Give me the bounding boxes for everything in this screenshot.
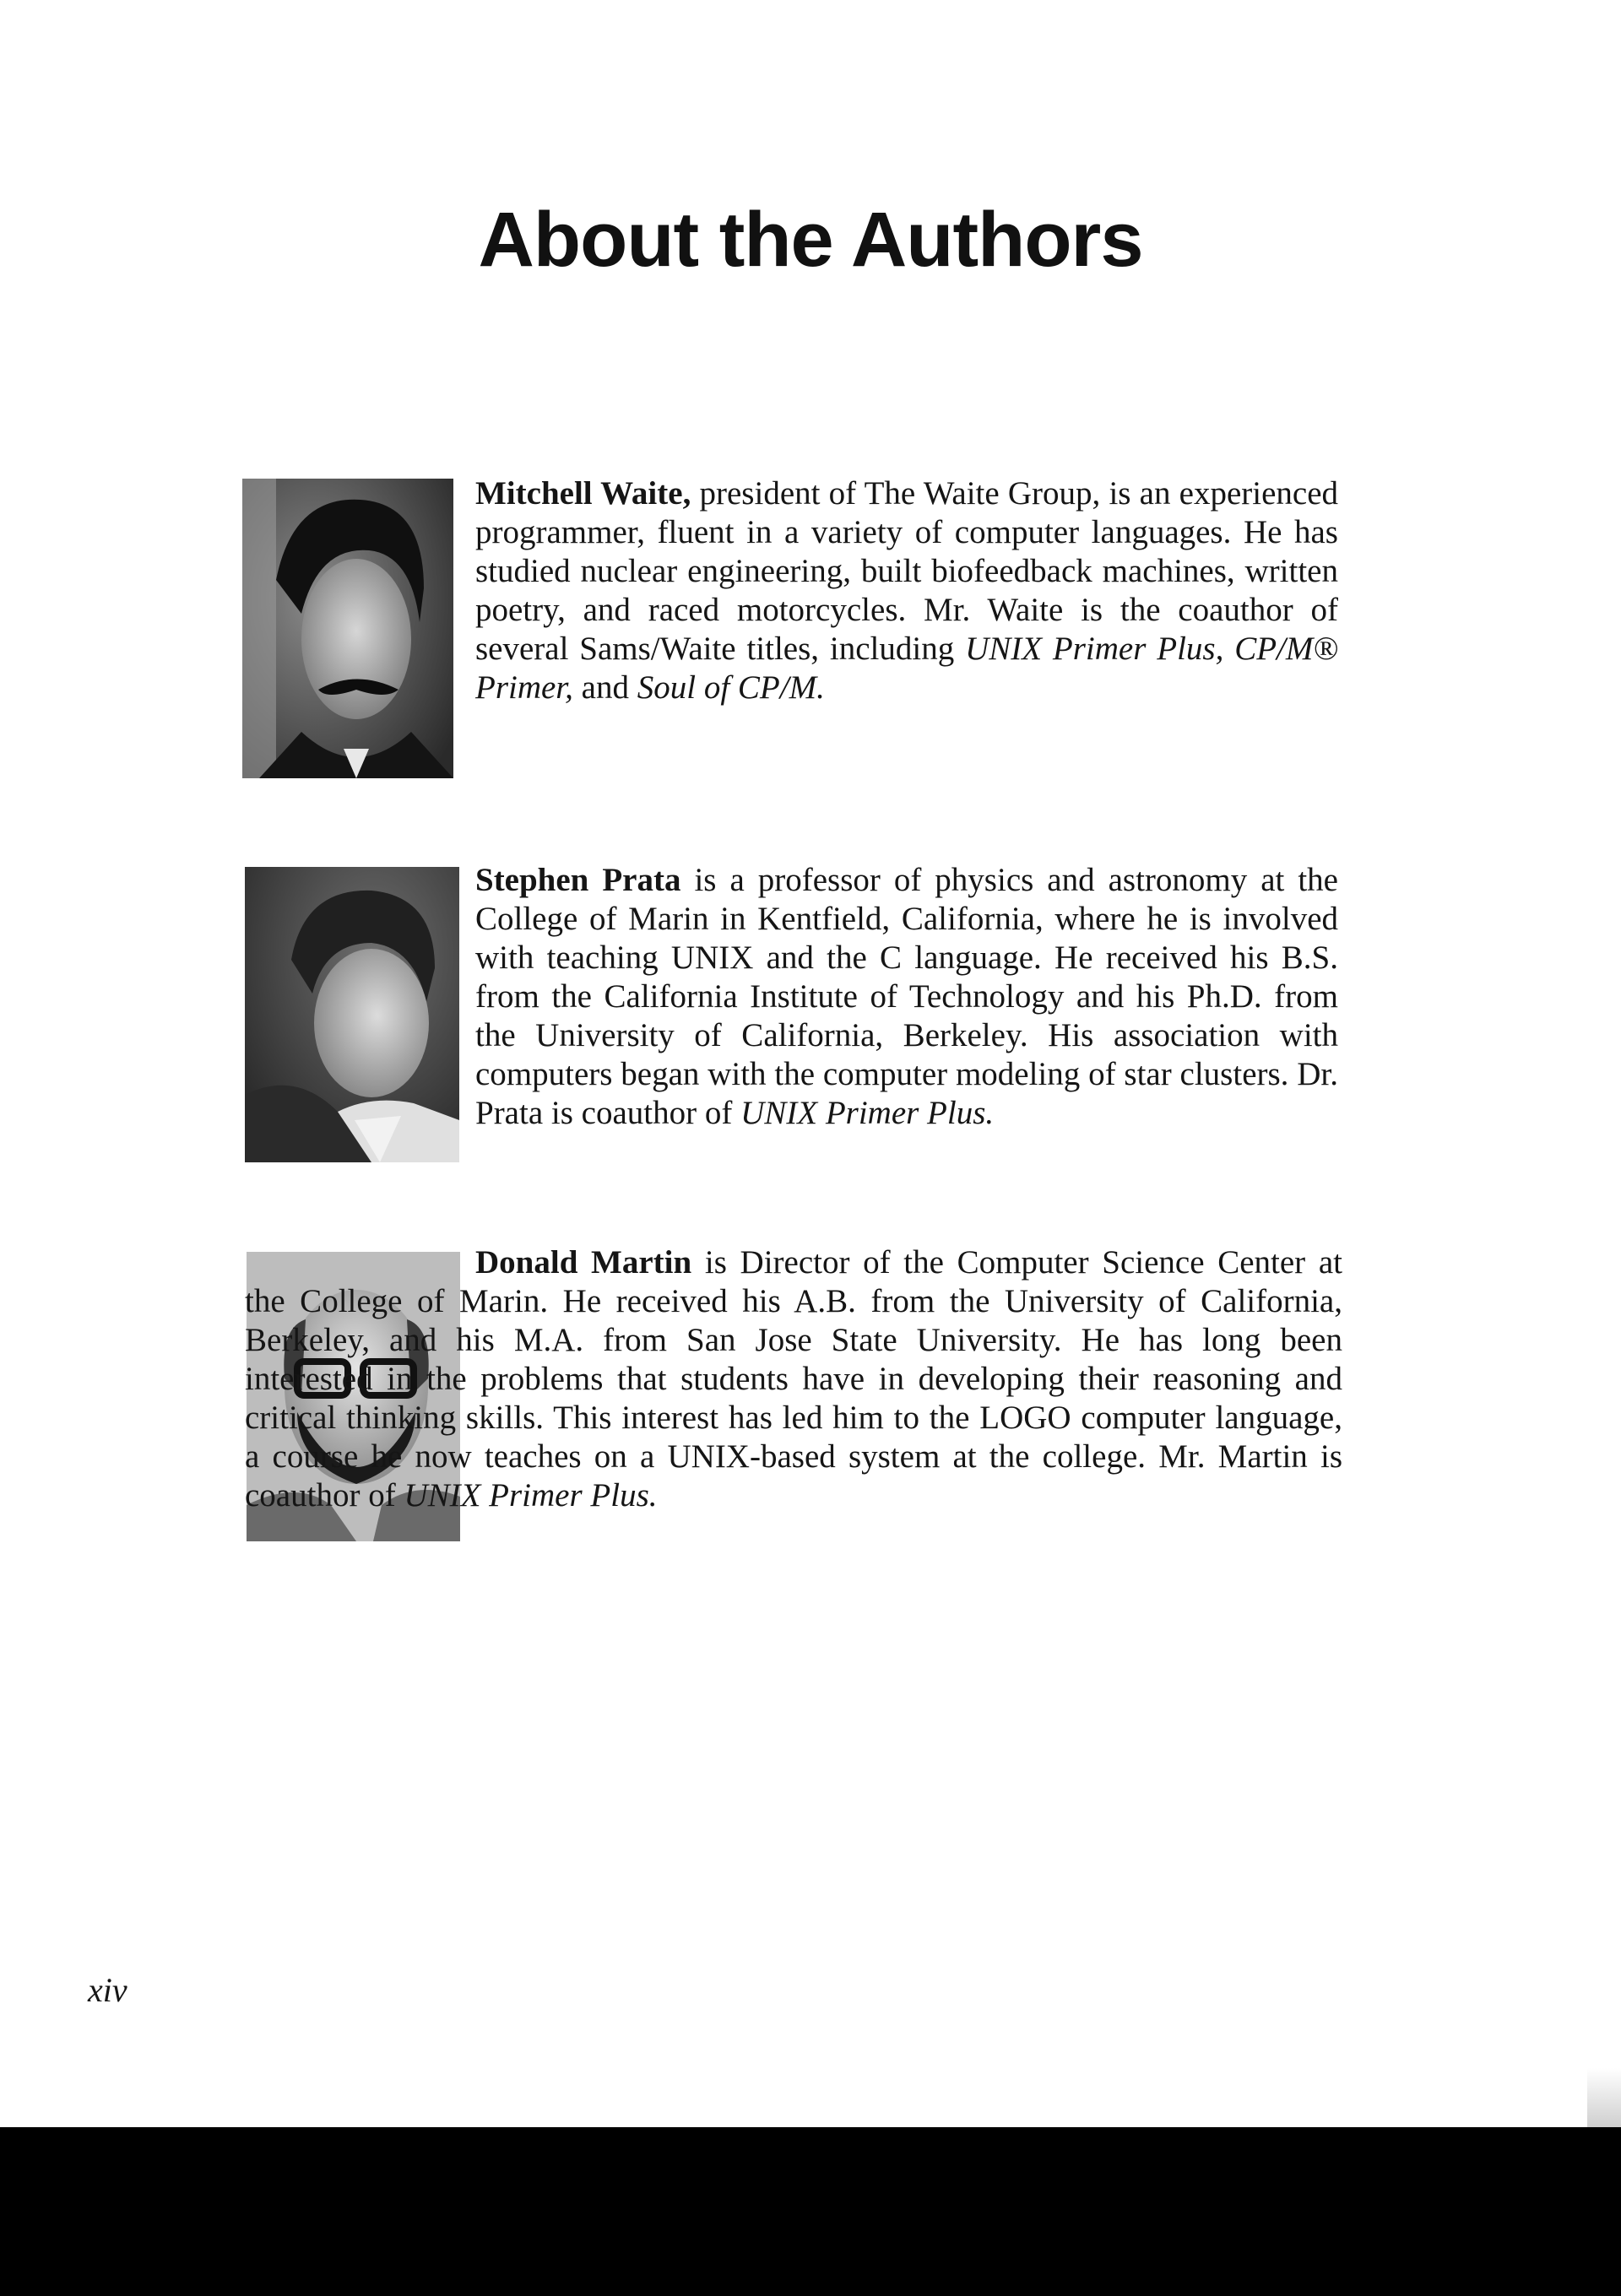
page-number: xiv (88, 1971, 127, 2009)
book-title: Soul of CP/M. (637, 669, 825, 706)
book-title: UNIX Primer Plus. (404, 1477, 658, 1514)
bio-text: and (572, 669, 637, 706)
author-photo-stephen-prata (245, 867, 459, 1162)
bio-text: is a professor of physics and astronomy at the College of Marin in Kentfield, California, where he is involved with teaching UNIX and the C language. He received his B.S. from the California Institute of Technology and his Ph.D. from the University of California, Berkeley. His association with computers began with the computer modeling of star clusters. Dr. Prata is coauthor of (475, 862, 1338, 1131)
author-name: Stephen Prata (475, 862, 681, 898)
scan-shadow (0, 2127, 1621, 2296)
bio-text: is Director of the Computer Science Center at the College of Marin. He received his A.B. from the University of California, Berkeley, and his M.A. from San Jose State University. He has long been interested in the problems that students have in developing their reasoning and critical thinking skills. This interest has led him to the LOGO computer language, a course he now teaches on a UNIX-based system at the college. Mr. Martin is coauthor of (245, 1244, 1342, 1514)
bio-text: president of The Waite Group, is an experienced programmer, fluent in a variety of computer languages. He has studied nuclear engineering, built biofeedback machines, written poetry, and raced motorcycles. Mr. Waite is the coauthor of several Sams/Waite titles, including (475, 475, 1339, 667)
author-bio-stephen-prata (475, 861, 1338, 1133)
author-bio-donald-martin (245, 1243, 1342, 1515)
author-photo-mitchell-waite (242, 479, 453, 778)
author-bio-mitchell-waite (475, 474, 1338, 707)
book-title: UNIX Primer Plus, CP/M® Primer, (475, 631, 1338, 706)
author-name: Donald Martin (475, 1244, 692, 1281)
author-name: Mitchell Waite, (475, 475, 691, 512)
page-title: About the Authors (478, 197, 1143, 283)
book-title: UNIX Primer Plus. (740, 1095, 995, 1131)
scan-edge (1587, 2068, 1621, 2127)
